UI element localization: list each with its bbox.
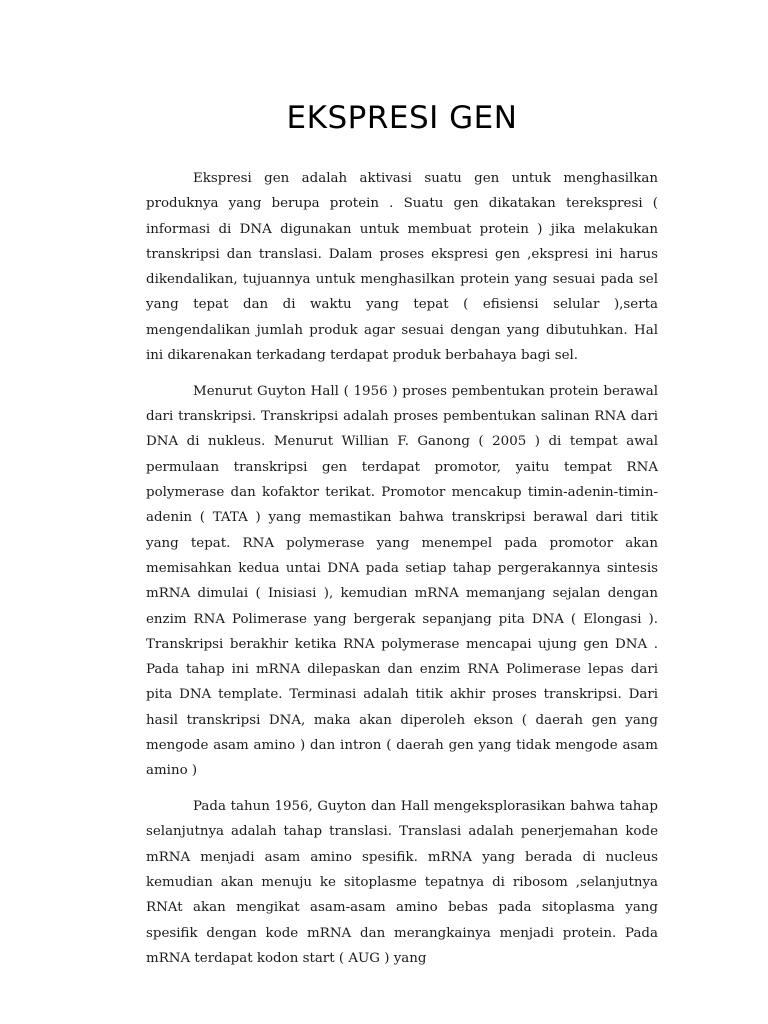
paragraph-translasi: Pada tahun 1956, Guyton dan Hall mengeksplorasikan bahwa tahap selanjutnya adalah tahap translasi. Translasi adalah penerjemahan kode mRNA menjadi asam amino spesifik. mRNA yang berada di nucleus kemudian akan menuju ke sitoplasme tepatnya di ribosom ,selanjutnya RNAt akan mengikat asam-asam amino bebas pada sitoplasma yang spesifik dengan kode mRNA dan merangkainya menjadi protein. Pada mRNA terdapat kodon start ( AUG ) yang [146,799,658,966]
document-body [146,166,658,982]
document-title: EKSPRESI GEN [286,100,518,136]
paragraph-transkripsi: Menurut Guyton Hall ( 1956 ) proses pembentukan protein berawal dari transkripsi. Transkripsi adalah proses pembentukan salinan RNA dari DNA di nukleus. Menurut Willian F. Ganong ( 2005 ) di tempat awal permulaan transkripsi gen terdapat promotor, yaitu tempat RNA polymerase dan kofaktor terikat. Promotor mencakup timin-adenin-timin-adenin ( TATA ) yang memastikan bahwa transkripsi berawal dari titik yang tepat. RNA polymerase yang menempel pada promotor akan memisahkan kedua untai DNA pada setiap tahap pergerakannya sintesis mRNA dimulai ( Inisiasi ), kemudian mRNA memanjang sejalan dengan enzim RNA Polimerase yang bergerak sepanjang pita DNA ( Elongasi ). Transkripsi berakhir ketika RNA polymerase mencapai ujung gen DNA . Pada tahap ini mRNA dilepaskan dan enzim RNA Polimerase lepas dari pita DNA template. Terminasi adalah titik akhir proses transkripsi. Dari hasil transkripsi DNA, maka akan diperoleh ekson ( daerah gen yang mengode asam amino ) dan intron ( daerah gen yang tidak mengode asam amino ) [146,383,658,779]
paragraph-ekspresi-gen: Ekspresi gen adalah aktivasi suatu gen untuk menghasilkan produknya yang berupa protein . Suatu gen dikatakan terekspresi ( informasi di DNA digunakan untuk membuat protein ) jika melakukan transkripsi dan translasi. Dalam proses ekspresi gen ,ekspresi ini harus dikendalikan, tujuannya untuk menghasilkan protein yang sesuai pada sel yang tepat dan di waktu yang tepat ( efisiensi selular ),serta mengendalikan jumlah produk agar sesuai dengan yang dibutuhkan. Hal ini dikarenakan terkadang terdapat produk berbahaya bagi sel. [146,171,658,364]
